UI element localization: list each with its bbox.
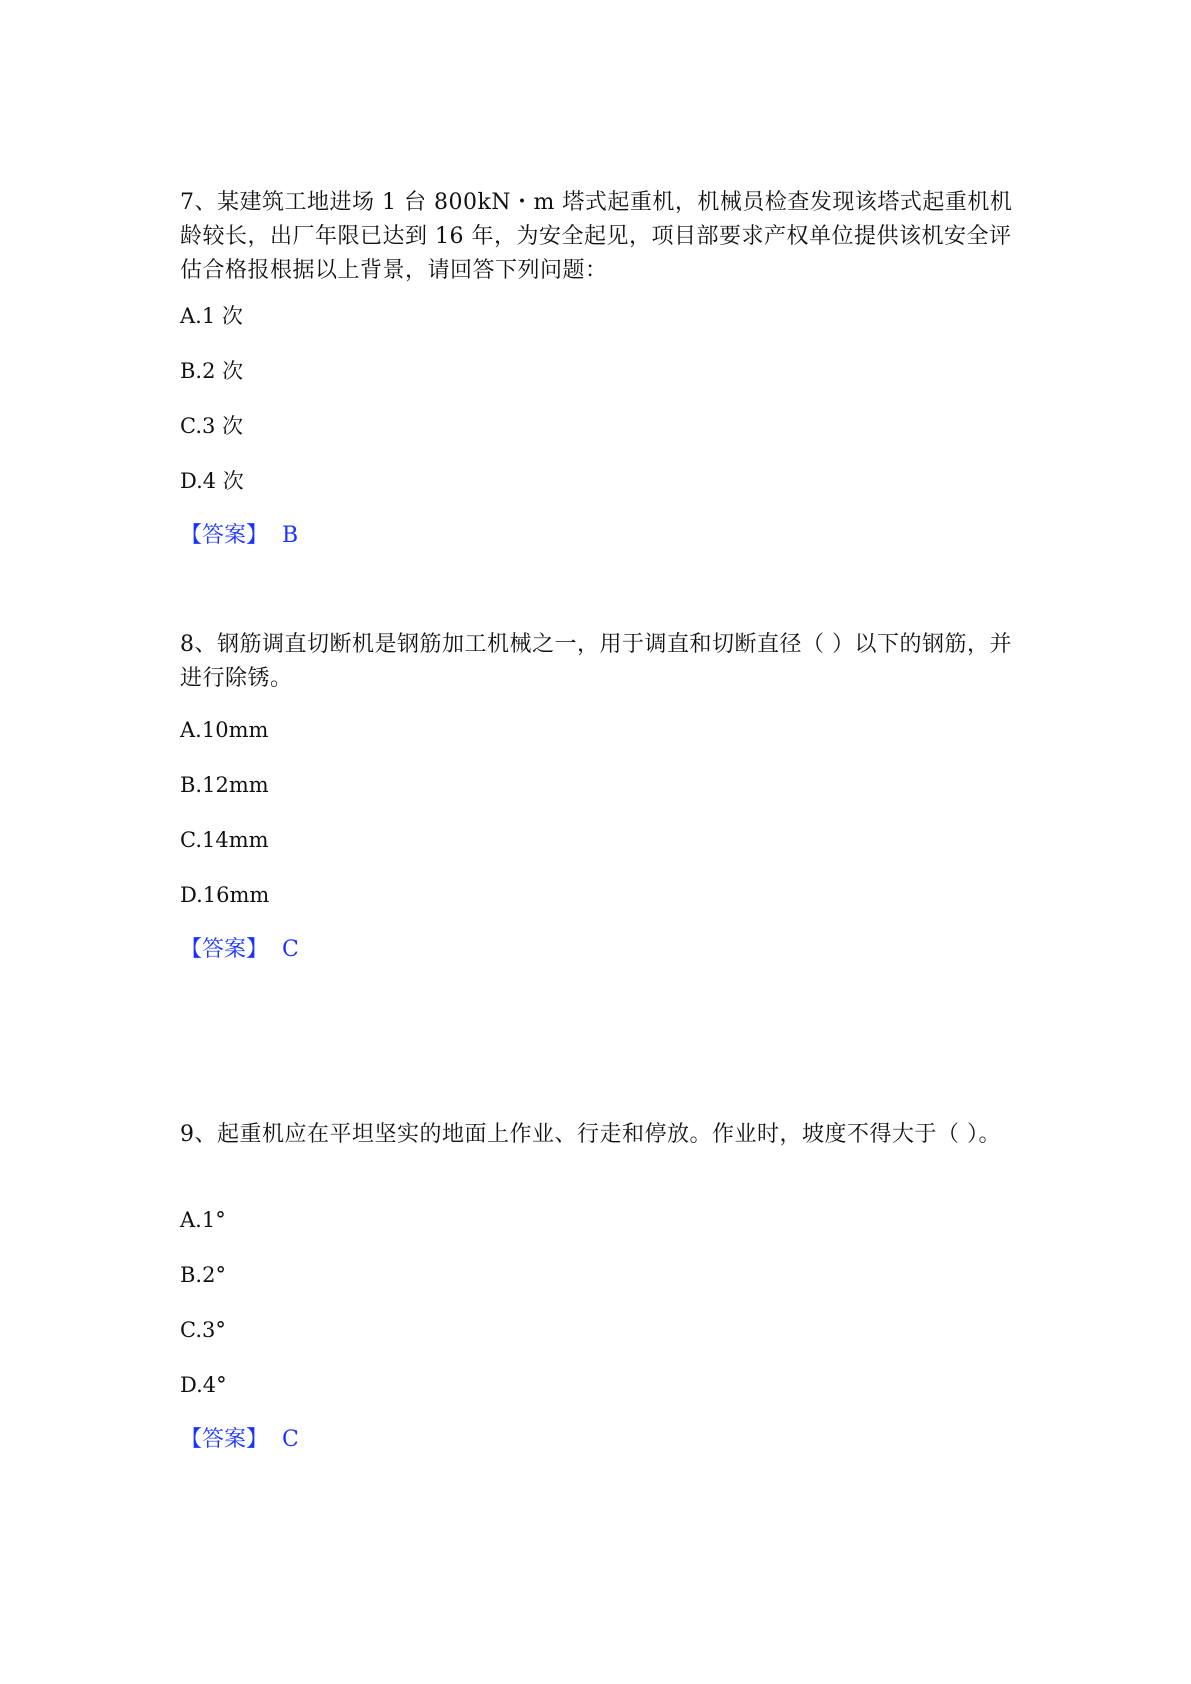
option-c: C.3° — [180, 1318, 226, 1342]
answer-value: C — [282, 937, 299, 962]
answer-line — [180, 522, 298, 550]
option-b: B.2 次 — [180, 359, 244, 383]
question-stem: 7、某建筑工地进场 1 台 800kN・m 塔式起重机，机械员检查发现该塔式起重机机龄较长，出厂年限已达到 16 年，为安全起见，项目部要求产权单位提供该机安全评估合格报根据以上背景，请回答下列问题： — [180, 190, 1013, 283]
option-a: A.10mm — [180, 718, 269, 742]
option-d: D.4 次 — [180, 469, 244, 493]
answer-line — [180, 936, 299, 964]
option-b: B.12mm — [180, 773, 269, 797]
option-a: A.1° — [180, 1208, 226, 1232]
option-c: C.14mm — [180, 828, 269, 852]
answer-value: B — [282, 523, 299, 548]
answer-line — [180, 1426, 299, 1454]
option-a: A.1 次 — [180, 304, 243, 328]
answer-label: 【答案】 — [180, 937, 269, 962]
question-7 — [180, 186, 1020, 586]
answer-value: C — [282, 1427, 299, 1452]
answer-label: 【答案】 — [180, 1427, 269, 1452]
question-stem: 8、钢筋调直切断机是钢筋加工机械之一，用于调直和切断直径（ ）以下的钢筋，并进行除锈。 — [180, 632, 1012, 691]
question-9 — [180, 1118, 1020, 1518]
option-c: C.3 次 — [180, 414, 244, 438]
option-d: D.16mm — [180, 883, 270, 907]
question-8 — [180, 628, 1020, 1028]
option-b: B.2° — [180, 1263, 226, 1287]
option-d: D.4° — [180, 1373, 227, 1397]
question-stem: 9、起重机应在平坦坚实的地面上作业、行走和停放。作业时，坡度不得大于（ ）。 — [180, 1122, 1001, 1147]
answer-label: 【答案】 — [180, 523, 269, 548]
